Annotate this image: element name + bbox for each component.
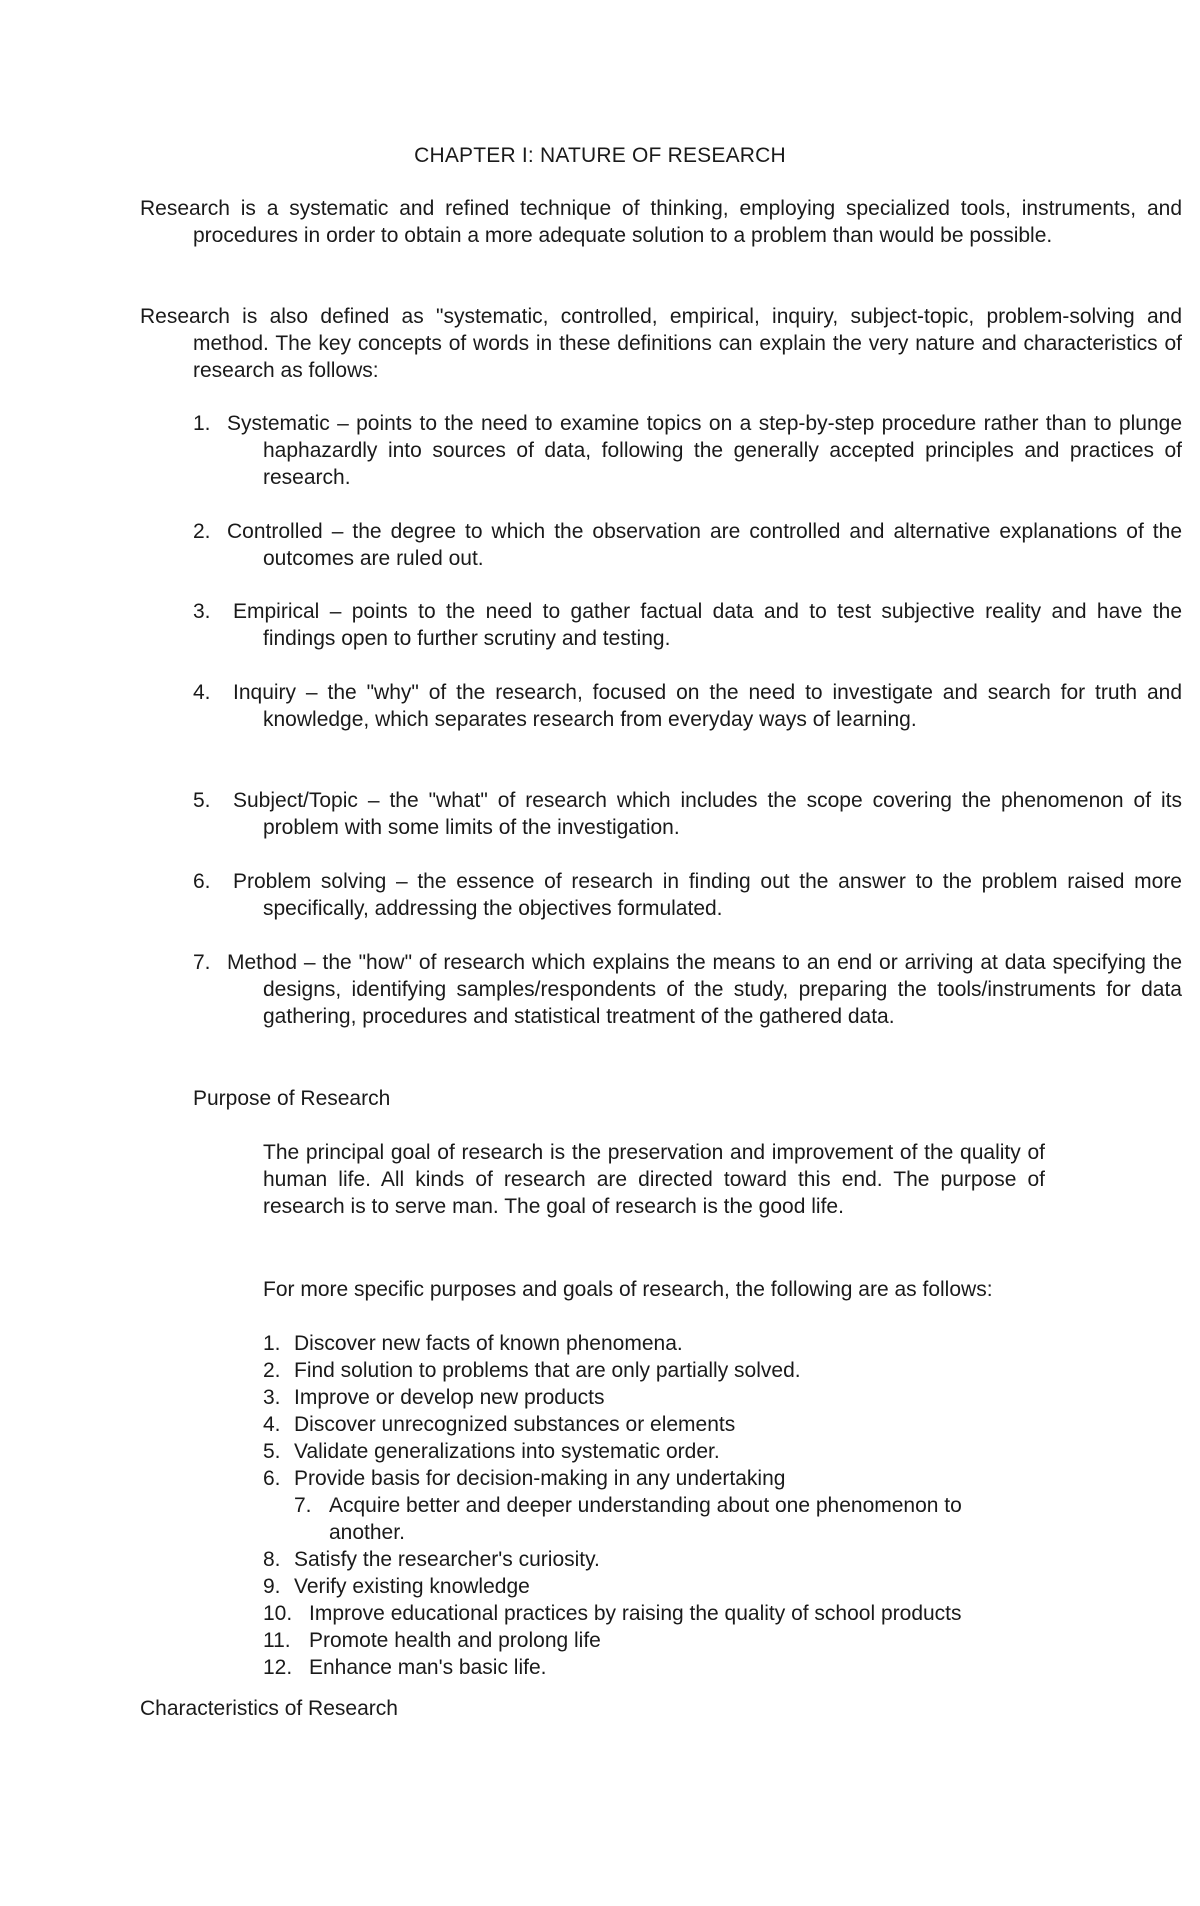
purpose-heading: Purpose of Research	[193, 1087, 391, 1110]
list-item: 10. Improve educational practices by raising the quality of school products	[263, 1602, 962, 1625]
concept-item-method	[193, 949, 1182, 1030]
list-item: 5. Validate generalizations into systematic order.	[263, 1440, 720, 1463]
list-number: 3.	[193, 600, 211, 623]
list-item: 4. Discover unrecognized substances or elements	[263, 1413, 736, 1436]
purpose-lead: For more specific purposes and goals of research, the following are as follows:	[263, 1278, 993, 1301]
concept-item-subject-topic	[193, 787, 1182, 841]
concept-item-systematic	[193, 410, 1182, 491]
concept-text: Problem solving – the essence of research in finding out the answer to the problem raised more specifically, addressing the objectives formulated.	[233, 870, 1182, 920]
concept-item-problem-solving	[193, 868, 1182, 922]
list-item: 1. Discover new facts of known phenomena.	[263, 1332, 683, 1355]
concept-text: Systematic – points to the need to examine topics on a step-by-step procedure rather than to plunge haphazardly into sources of data, following the generally accepted principles and practices of research.	[227, 412, 1182, 489]
concept-text: Controlled – the degree to which the observation are controlled and alternative explanations of the outcomes are ruled out.	[227, 520, 1182, 570]
list-item: 2. Find solution to problems that are only partially solved.	[263, 1359, 801, 1382]
chapter-title: CHAPTER I: NATURE OF RESEARCH	[414, 144, 786, 167]
list-number: 4.	[193, 681, 211, 704]
list-item: 8. Satisfy the researcher's curiosity.	[263, 1548, 600, 1571]
list-item: 11. Promote health and prolong life	[263, 1629, 601, 1652]
list-item: 3. Improve or develop new products	[263, 1386, 605, 1409]
concept-text: Subject/Topic – the "what" of research which includes the scope covering the phenomenon of its problem with some limits of the investigation.	[233, 789, 1182, 839]
list-item: 7. Acquire better and deeper understanding about one phenomenon to another.	[294, 1494, 962, 1544]
purpose-list	[263, 1330, 1043, 1681]
characteristics-heading: Characteristics of Research	[140, 1697, 398, 1720]
concept-item-inquiry	[193, 679, 1182, 733]
concept-item-empirical	[193, 598, 1182, 652]
list-number: 5.	[193, 789, 211, 812]
concept-text: Method – the "how" of research which explains the means to an end or arriving at data specifying the designs, identifying samples/respondents of the study, preparing the tools/instruments for data gathering, procedures and statistical treatment of the gathered data.	[227, 951, 1182, 1028]
list-item: 6. Provide basis for decision-making in any undertaking	[263, 1467, 786, 1490]
purpose-intro: The principal goal of research is the preservation and improvement of the quality of human life. All kinds of research are directed toward this end. The purpose of research is to serve man. The goal of research is the good life.	[263, 1141, 1045, 1218]
concept-text: Inquiry – the "why" of the research, focused on the need to investigate and search for truth and knowledge, which separates research from everyday ways of learning.	[233, 681, 1182, 731]
list-number: 1.	[193, 412, 211, 435]
list-number: 6.	[193, 870, 211, 893]
list-number: 7.	[193, 951, 211, 974]
list-item: 9. Verify existing knowledge	[263, 1575, 530, 1598]
concept-item-controlled	[193, 518, 1182, 572]
definition-paragraph-1: Research is a systematic and refined technique of thinking, employing specialized tools, instruments, and procedures in order to obtain a more adequate solution to a problem than would be possible.	[140, 197, 1182, 247]
list-number: 2.	[193, 520, 211, 543]
definition-paragraph-2: Research is also defined as "systematic, controlled, empirical, inquiry, subject-topic, problem-solving and method. The key concepts of words in these definitions can explain the very nature and characteristics of research as follows:	[140, 305, 1182, 382]
list-item: 12. Enhance man's basic life.	[263, 1656, 547, 1679]
concept-text: Empirical – points to the need to gather factual data and to test subjective reality and have the findings open to further scrutiny and testing.	[233, 600, 1182, 650]
